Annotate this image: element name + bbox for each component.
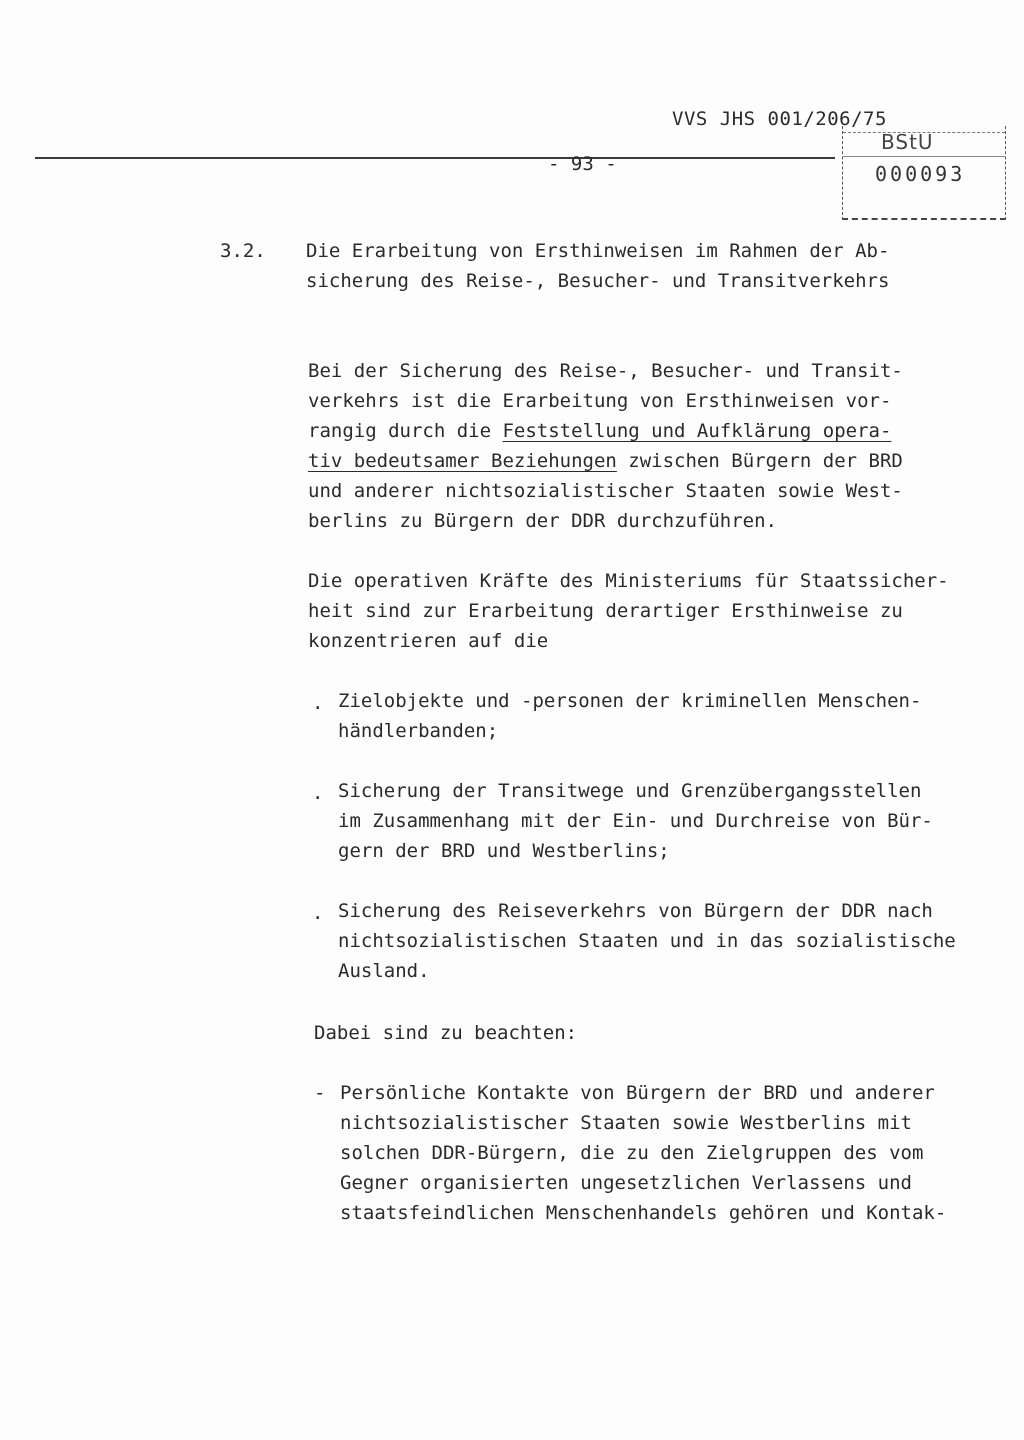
dash-line: staatsfeindlichen Menschenhandels gehören und Kontak- xyxy=(340,1202,947,1224)
dash-line: nichtsozialistischer Staaten sowie Westberlins mit xyxy=(340,1112,912,1134)
bullet-marker: . xyxy=(312,902,324,924)
paragraph-line: berlins zu Bürgern der DDR durchzuführen. xyxy=(308,510,777,532)
note-intro xyxy=(314,1018,577,1048)
underlined-text: tiv bedeutsamer Beziehungen xyxy=(308,450,617,472)
paragraph-line: heit sind zur Erarbeitung derartiger Ersthinweise zu xyxy=(308,600,903,622)
bullet-marker: . xyxy=(312,782,324,804)
bullet-item xyxy=(338,776,933,866)
bullet-line: händlerbanden; xyxy=(338,720,499,742)
page-number: - 93 - xyxy=(548,153,617,175)
paragraph-line: Die operativen Kräfte des Ministeriums für Staatssicher- xyxy=(308,570,949,592)
paragraph-line: verkehrs ist die Erarbeitung von Ersthinweisen vor- xyxy=(308,390,892,412)
stamp-divider xyxy=(843,156,1005,157)
paragraph-line xyxy=(308,416,903,446)
paragraph-line: Bei der Sicherung des Reise-, Besucher- und Transit- xyxy=(308,360,903,382)
dash-item xyxy=(340,1078,946,1228)
paragraph-2 xyxy=(308,566,949,656)
paragraph-text: rangig durch die xyxy=(308,420,503,442)
stamp-number: 000093 xyxy=(875,162,966,186)
bullet-line: im Zusammenhang mit der Ein- und Durchreise von Bür- xyxy=(338,810,933,832)
bullet-line: Sicherung der Transitwege und Grenzübergangsstellen xyxy=(338,780,922,802)
paragraph-line: konzentrieren auf die xyxy=(308,630,549,652)
section-title-line: Die Erarbeitung von Ersthinweisen im Rahmen der Ab- xyxy=(306,240,890,262)
paragraph-line xyxy=(308,446,903,476)
underlined-text: Feststellung und Aufklärung opera- xyxy=(502,420,892,442)
document-reference: VVS JHS 001/206/75 xyxy=(672,108,887,130)
bullet-line: nichtsozialistischen Staaten und in das sozialistische xyxy=(338,930,956,952)
paragraph-line: und anderer nichtsozialistischer Staaten sowie West- xyxy=(308,480,903,502)
dash-line: solchen DDR-Bürgern, die zu den Zielgruppen des vom xyxy=(340,1142,924,1164)
note-intro-line: Dabei sind zu beachten: xyxy=(314,1022,578,1044)
archive-stamp xyxy=(842,126,1006,220)
section-title xyxy=(306,236,889,296)
header-rule xyxy=(35,157,835,159)
bullet-line: Ausland. xyxy=(338,960,430,982)
section-title-line: sicherung des Reise-, Besucher- und Transitverkehrs xyxy=(306,270,890,292)
section-number: 3.2. xyxy=(220,240,266,262)
bullet-item xyxy=(338,686,921,746)
stamp-label: BStU xyxy=(881,130,934,154)
dash-marker: - xyxy=(314,1082,326,1104)
bullet-item xyxy=(338,896,956,986)
dash-line: Gegner organisierten ungesetzlichen Verlassens und xyxy=(340,1172,912,1194)
paragraph-text: zwischen Bürgern der BRD xyxy=(616,450,903,472)
bullet-marker: . xyxy=(312,692,324,714)
dash-line: Persönliche Kontakte von Bürgern der BRD und anderer xyxy=(340,1082,935,1104)
paragraph-1 xyxy=(308,356,903,536)
bullet-line: Sicherung des Reiseverkehrs von Bürgern der DDR nach xyxy=(338,900,933,922)
bullet-line: Zielobjekte und -personen der kriminellen Menschen- xyxy=(338,690,922,712)
bullet-line: gern der BRD und Westberlins; xyxy=(338,840,670,862)
